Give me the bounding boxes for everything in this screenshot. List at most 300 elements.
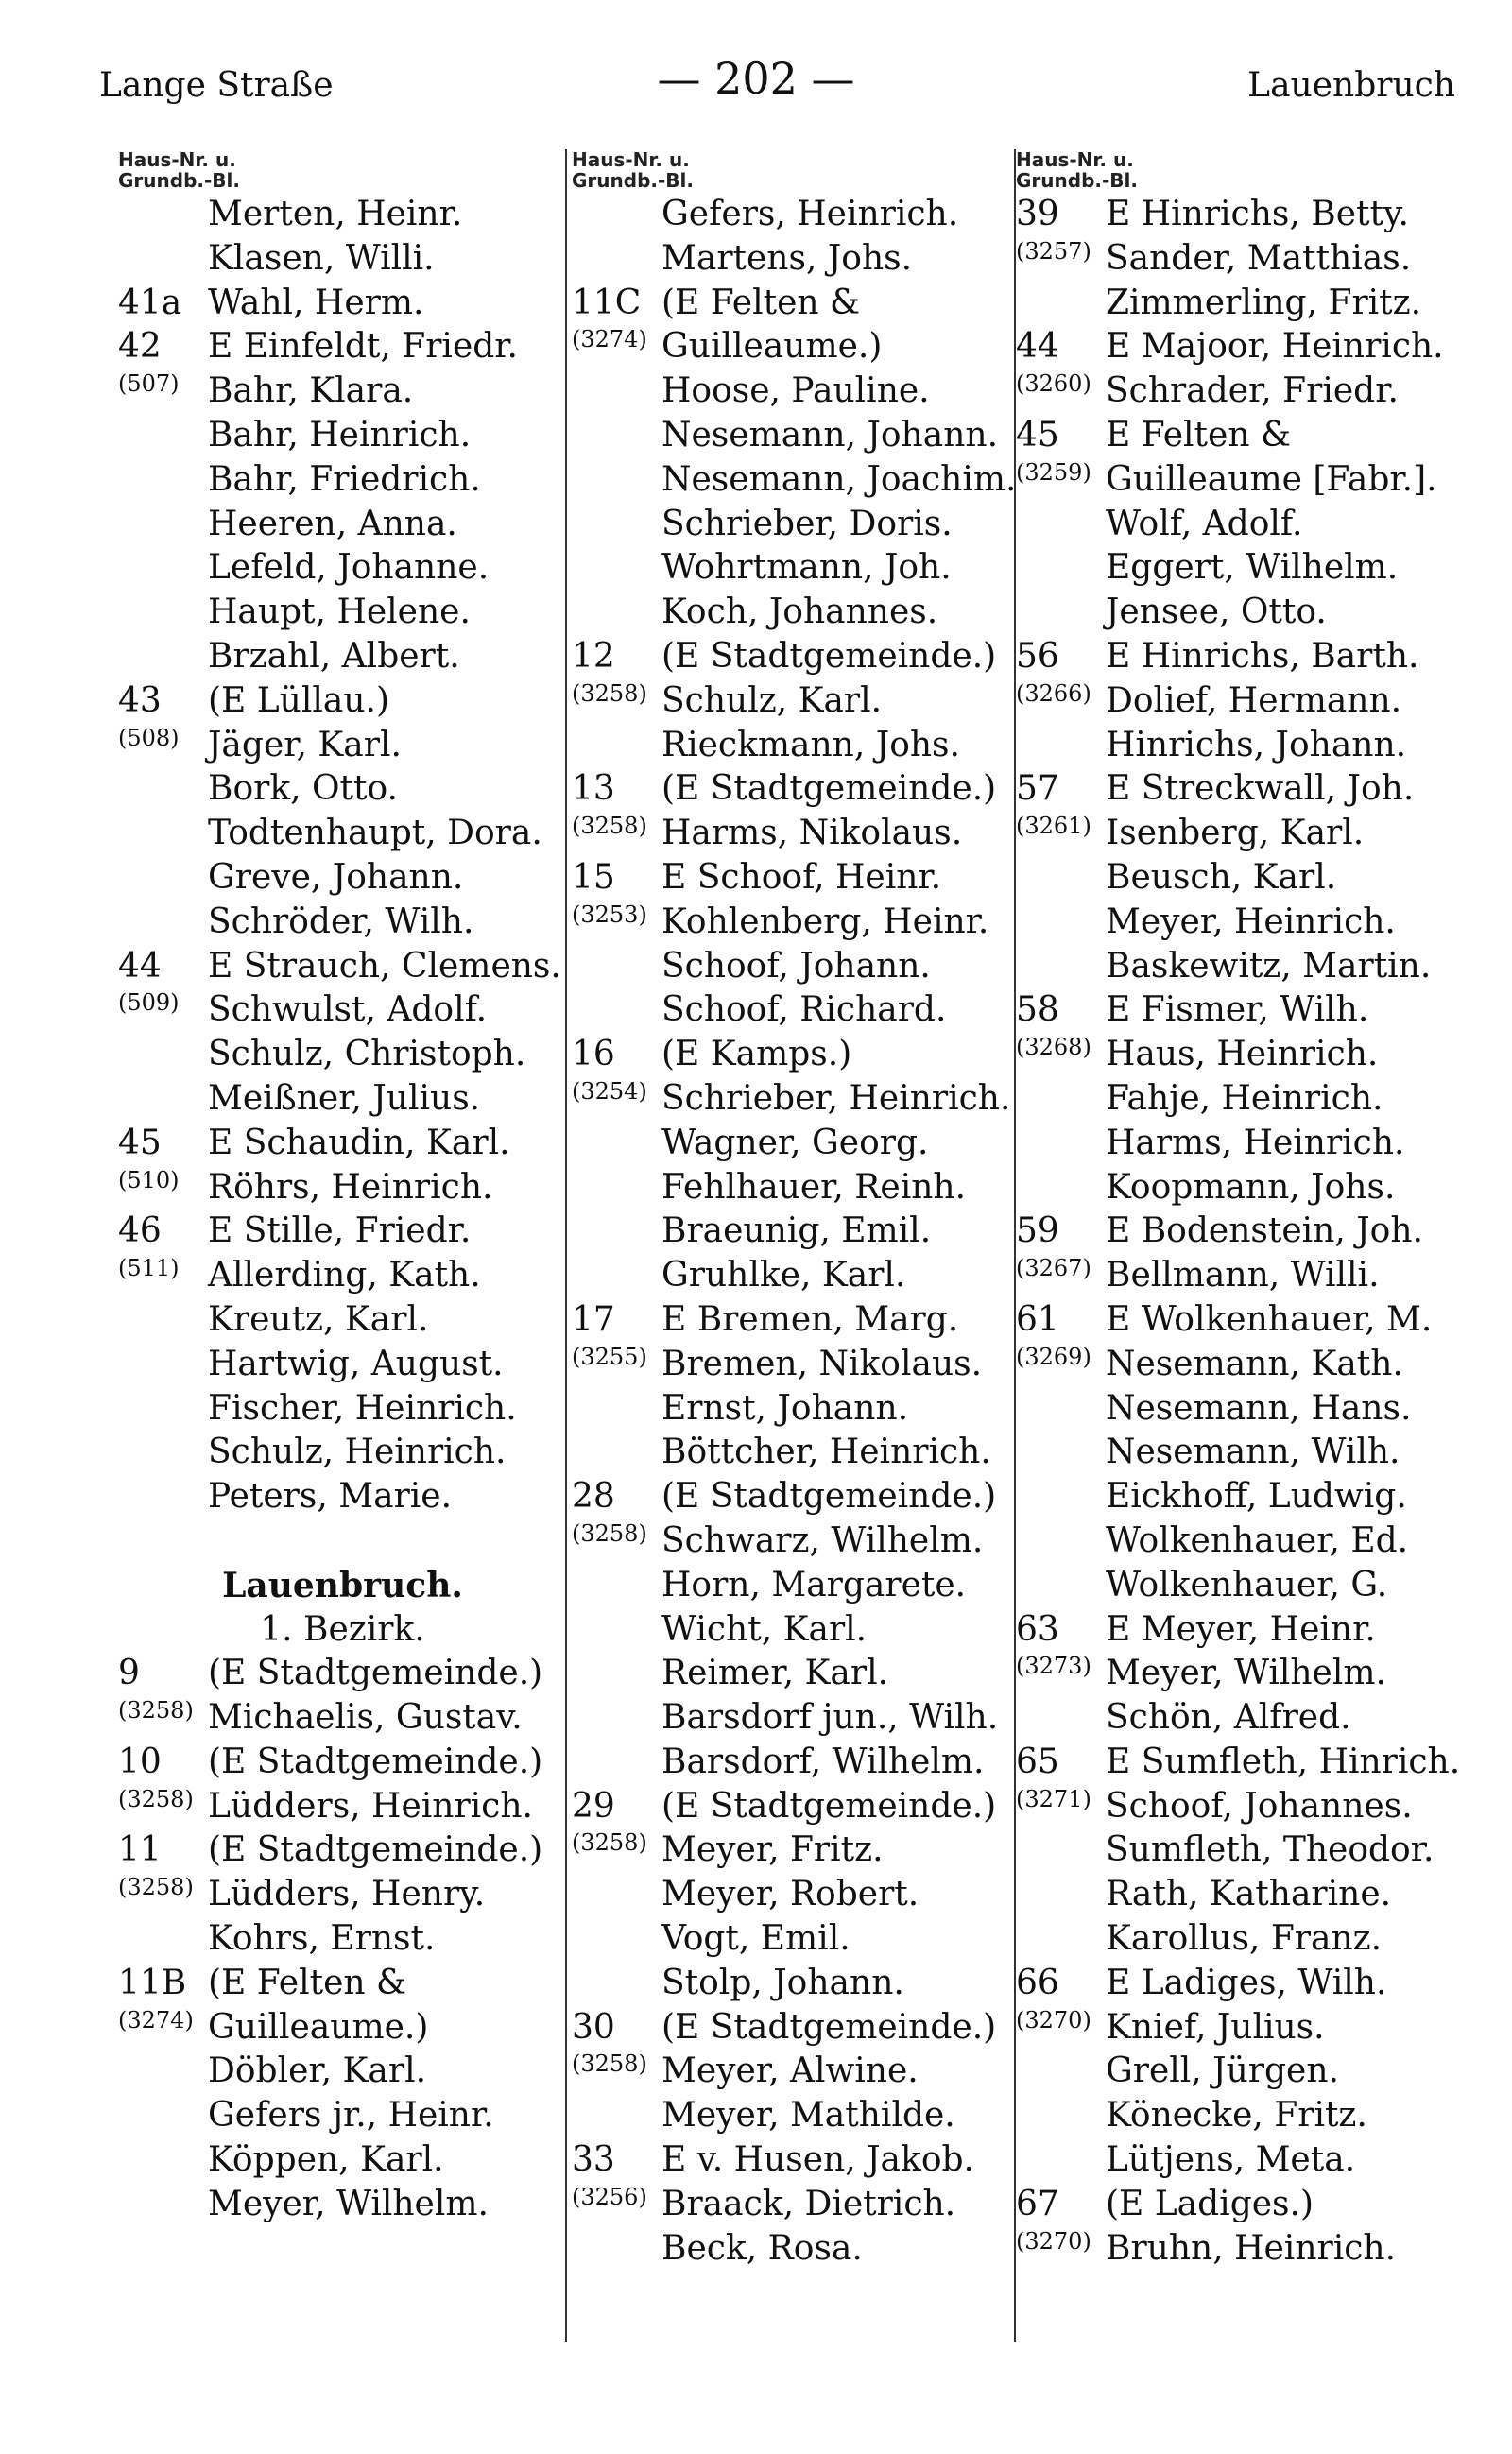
resident-name: Karollus, Franz. bbox=[1106, 1919, 1383, 1959]
resident-name: Wolkenhauer, Ed. bbox=[1106, 1520, 1409, 1560]
directory-entry bbox=[572, 1077, 1016, 1122]
resident-name: Allerding, Kath. bbox=[208, 1256, 481, 1296]
land-register-number: (509) bbox=[118, 989, 180, 1017]
resident-name: Lütjens, Meta. bbox=[1106, 2140, 1356, 2180]
resident-name: Beusch, Karl. bbox=[1106, 857, 1337, 897]
house-number: 16 bbox=[572, 1035, 615, 1074]
directory-entry bbox=[572, 1254, 1016, 1298]
house-number: 12 bbox=[572, 636, 615, 676]
resident-name: Fehlhauer, Reinh. bbox=[662, 1167, 967, 1207]
resident-name: (E Lüllau.) bbox=[208, 680, 390, 720]
resident-name: E Strauch, Clemens. bbox=[208, 946, 561, 986]
header-street: Lange Straße bbox=[99, 66, 334, 105]
house-number: 13 bbox=[572, 769, 615, 809]
directory-entry bbox=[1016, 2227, 1460, 2272]
resident-name: Sumfleth, Theodor. bbox=[1106, 1830, 1435, 1870]
directory-entry bbox=[118, 901, 567, 945]
resident-name: E Ladiges, Wilh. bbox=[1106, 1963, 1387, 2002]
land-register-number: (507) bbox=[118, 370, 180, 398]
page-header bbox=[0, 53, 1512, 123]
land-register-number: (3273) bbox=[1016, 1653, 1091, 1680]
resident-name: Braeunig, Emil. bbox=[662, 1211, 932, 1251]
resident-name: E Schoof, Heinr. bbox=[662, 857, 942, 897]
resident-name: E Hinrichs, Betty. bbox=[1106, 195, 1409, 233]
resident-name: Meyer, Wilhelm. bbox=[1106, 1654, 1386, 1693]
resident-name: Harms, Heinrich. bbox=[1106, 1123, 1405, 1162]
directory-entry bbox=[572, 1343, 1016, 1387]
resident-name: Nesemann, Joachim. bbox=[662, 459, 1016, 499]
house-number: 61 bbox=[1016, 1299, 1059, 1339]
directory-entry bbox=[572, 1873, 1016, 1917]
directory-entry bbox=[1016, 1254, 1460, 1298]
directory-entry bbox=[572, 503, 1016, 547]
directory-entry bbox=[1016, 458, 1460, 503]
directory-entry bbox=[1016, 591, 1460, 635]
house-number: 28 bbox=[572, 1477, 615, 1517]
land-register-number: (3257) bbox=[1016, 237, 1091, 265]
column-header-line2: Grundb.-Bl. bbox=[118, 169, 240, 192]
resident-name: E Majoor, Heinrich. bbox=[1106, 327, 1444, 367]
house-number: 44 bbox=[118, 946, 162, 986]
resident-name: (E Stadtgemeinde.) bbox=[208, 1654, 543, 1693]
resident-name: E Bodenstein, Joh. bbox=[1106, 1211, 1423, 1251]
resident-name: Schwulst, Adolf. bbox=[208, 990, 488, 1030]
resident-name: Schoof, Johannes. bbox=[1106, 1786, 1413, 1826]
directory-entry bbox=[118, 1033, 567, 1077]
directory-entry bbox=[572, 591, 1016, 635]
directory-entry bbox=[572, 1387, 1016, 1432]
directory-entry bbox=[118, 2006, 567, 2051]
resident-name: Reimer, Karl. bbox=[662, 1654, 889, 1693]
directory-entry bbox=[572, 369, 1016, 414]
directory-entry bbox=[572, 1741, 1016, 1785]
resident-name: Döbler, Karl. bbox=[208, 2051, 427, 2091]
resident-name: Kohrs, Ernst. bbox=[208, 1919, 436, 1959]
house-number: 15 bbox=[572, 857, 615, 897]
land-register-number: (3255) bbox=[572, 1343, 647, 1370]
land-register-number: (3268) bbox=[1016, 1034, 1091, 1061]
resident-name: Barsdorf, Wilhelm. bbox=[662, 1742, 985, 1781]
section-heading bbox=[118, 1608, 567, 1653]
land-register-number: (3270) bbox=[1016, 2006, 1091, 2034]
directory-entry bbox=[118, 988, 567, 1033]
resident-name: E Meyer, Heinr. bbox=[1106, 1609, 1376, 1649]
resident-name: Michaelis, Gustav. bbox=[208, 1698, 523, 1738]
directory-entry bbox=[572, 1652, 1016, 1696]
resident-name: Fahje, Heinrich. bbox=[1106, 1078, 1383, 1118]
directory-entry bbox=[118, 546, 567, 591]
column-header bbox=[1016, 149, 1460, 191]
directory-entry bbox=[572, 458, 1016, 503]
land-register-number: (3258) bbox=[118, 1874, 194, 1901]
resident-name: Merten, Heinr. bbox=[208, 195, 463, 233]
land-register-number: (3270) bbox=[1016, 2227, 1091, 2255]
land-register-number: (3253) bbox=[572, 901, 647, 928]
resident-name: Fischer, Heinrich. bbox=[208, 1388, 517, 1428]
resident-name: Ernst, Johann. bbox=[662, 1388, 909, 1428]
house-number: 65 bbox=[1016, 1742, 1059, 1781]
spacer bbox=[118, 1519, 567, 1564]
land-register-number: (508) bbox=[118, 724, 180, 751]
resident-name: Wicht, Karl. bbox=[662, 1609, 868, 1649]
column-2 bbox=[572, 149, 1016, 2360]
resident-name: E Einfeldt, Friedr. bbox=[208, 327, 518, 367]
resident-name: Wohrtmann, Joh. bbox=[662, 548, 952, 588]
resident-name: (E Felten & bbox=[208, 1963, 407, 2002]
column-header-line2: Grundb.-Bl. bbox=[572, 169, 694, 192]
resident-name: Martens, Johs. bbox=[662, 238, 913, 278]
header-district: Lauenbruch bbox=[1247, 66, 1455, 105]
resident-name: Braack, Dietrich. bbox=[662, 2184, 956, 2223]
resident-name: Meißner, Julius. bbox=[208, 1078, 481, 1118]
directory-entry bbox=[1016, 546, 1460, 591]
resident-name: Zimmerling, Fritz. bbox=[1106, 283, 1422, 322]
resident-name: (E Felten & bbox=[662, 283, 861, 322]
directory-entry bbox=[118, 237, 567, 282]
resident-name: Schulz, Christoph. bbox=[208, 1035, 526, 1074]
house-number: 59 bbox=[1016, 1211, 1059, 1251]
resident-name: Heeren, Anna. bbox=[208, 504, 457, 543]
resident-name: Bork, Otto. bbox=[208, 769, 398, 809]
house-number: 43 bbox=[118, 680, 162, 720]
resident-name: Greve, Johann. bbox=[208, 857, 464, 897]
resident-name: Bahr, Klara. bbox=[208, 371, 414, 411]
resident-name: Lauenbruch. bbox=[222, 1565, 463, 1605]
land-register-number: (511) bbox=[118, 1255, 180, 1282]
resident-name: Eickhoff, Ludwig. bbox=[1106, 1477, 1407, 1517]
section-heading bbox=[118, 1564, 567, 1608]
land-register-number: (3269) bbox=[1016, 1343, 1091, 1370]
resident-name: (E Stadtgemeinde.) bbox=[208, 1742, 543, 1781]
directory-entry bbox=[1016, 812, 1460, 856]
directory-entry bbox=[1016, 282, 1460, 326]
directory-entry bbox=[1016, 1475, 1460, 1519]
house-number: 42 bbox=[118, 327, 162, 367]
house-number: 67 bbox=[1016, 2184, 1059, 2223]
resident-name: Meyer, Alwine. bbox=[662, 2051, 919, 2091]
resident-name: Nesemann, Hans. bbox=[1106, 1388, 1412, 1428]
directory-entry bbox=[118, 193, 567, 237]
resident-name: Wolf, Adolf. bbox=[1106, 504, 1303, 543]
directory-entry bbox=[572, 945, 1016, 989]
house-number: 30 bbox=[572, 2007, 615, 2047]
resident-name: Schön, Alfred. bbox=[1106, 1698, 1351, 1738]
resident-name: Meyer, Mathilde. bbox=[662, 2096, 955, 2136]
resident-name: Schwarz, Wilhelm. bbox=[662, 1520, 984, 1560]
resident-name: Lüdders, Heinrich. bbox=[208, 1786, 533, 1826]
page-number: — 202 — bbox=[657, 53, 855, 104]
resident-name: Hartwig, August. bbox=[208, 1344, 504, 1383]
directory-entry bbox=[572, 1564, 1016, 1608]
house-number: 9 bbox=[118, 1654, 140, 1693]
resident-name: (E Stadtgemeinde.) bbox=[662, 1786, 997, 1826]
resident-name: Wagner, Georg. bbox=[662, 1123, 929, 1162]
resident-name: Dolief, Hermann. bbox=[1106, 680, 1402, 720]
directory-entry bbox=[1016, 1873, 1460, 1917]
directory-entry bbox=[572, 901, 1016, 945]
directory-entry bbox=[118, 1696, 567, 1741]
house-number: 11C bbox=[572, 283, 642, 322]
directory-entry bbox=[118, 635, 567, 679]
resident-name: Meyer, Robert. bbox=[662, 1875, 919, 1914]
resident-name: (E Stadtgemeinde.) bbox=[662, 636, 997, 676]
directory-entry bbox=[1016, 237, 1460, 282]
directory-entry bbox=[118, 1431, 567, 1475]
resident-name: Hinrichs, Johann. bbox=[1106, 725, 1407, 764]
land-register-number: (3258) bbox=[572, 1829, 647, 1857]
land-register-number: (3258) bbox=[572, 2051, 647, 2078]
resident-name: Lüdders, Henry. bbox=[208, 1875, 486, 1914]
directory-entry bbox=[118, 458, 567, 503]
directory-entry bbox=[572, 1962, 1016, 2006]
directory-entry bbox=[118, 1343, 567, 1387]
directory-entry bbox=[572, 193, 1016, 237]
resident-name: (E Kamps.) bbox=[662, 1035, 852, 1074]
house-number: 39 bbox=[1016, 195, 1059, 233]
resident-name: Bahr, Friedrich. bbox=[208, 459, 481, 499]
resident-name: Böttcher, Heinrich. bbox=[662, 1433, 991, 1472]
resident-name: Koch, Johannes. bbox=[662, 592, 938, 632]
resident-name: Kreutz, Karl. bbox=[208, 1299, 429, 1339]
resident-name: E Stille, Friedr. bbox=[208, 1211, 472, 1251]
resident-name: Haus, Heinrich. bbox=[1106, 1035, 1379, 1074]
house-number: 41a bbox=[118, 283, 182, 322]
directory-entry bbox=[118, 1077, 567, 1122]
directory-entry bbox=[1016, 2006, 1460, 2051]
resident-name: E Streckwall, Joh. bbox=[1106, 769, 1415, 809]
directory-entry bbox=[1016, 503, 1460, 547]
resident-name: Hoose, Pauline. bbox=[662, 371, 930, 411]
resident-name: Nesemann, Kath. bbox=[1106, 1344, 1403, 1383]
resident-name: Lefeld, Johanne. bbox=[208, 548, 490, 588]
resident-name: Rieckmann, Johs. bbox=[662, 725, 960, 764]
directory-entry bbox=[572, 679, 1016, 724]
directory-entry bbox=[572, 2183, 1016, 2227]
resident-name: Schoof, Richard. bbox=[662, 990, 947, 1030]
land-register-number: (510) bbox=[118, 1166, 180, 1193]
resident-name: Gefers jr., Heinr. bbox=[208, 2096, 494, 2136]
house-number: 11B bbox=[118, 1963, 187, 2002]
resident-name: Horn, Margarete. bbox=[662, 1565, 967, 1605]
resident-name: Brzahl, Albert. bbox=[208, 636, 460, 676]
directory-entry bbox=[1016, 679, 1460, 724]
resident-name: Nesemann, Wilh. bbox=[1106, 1433, 1400, 1472]
directory-entry bbox=[1016, 901, 1460, 945]
directory-entry bbox=[1016, 1033, 1460, 1077]
directory-entry bbox=[572, 1210, 1016, 1254]
directory-entry bbox=[118, 1254, 567, 1298]
column-header-line2: Grundb.-Bl. bbox=[1016, 169, 1138, 192]
directory-entry bbox=[1016, 1828, 1460, 1873]
house-number: 45 bbox=[1016, 415, 1059, 455]
resident-name: Schoof, Johann. bbox=[662, 946, 931, 986]
directory-entry bbox=[1016, 2050, 1460, 2094]
land-register-number: (3256) bbox=[572, 2183, 647, 2210]
directory-entry bbox=[1016, 1696, 1460, 1741]
column-header-line1: Haus-Nr. u. bbox=[572, 149, 690, 171]
resident-name: Gruhlke, Karl. bbox=[662, 1256, 906, 1296]
directory-entry bbox=[1016, 1166, 1460, 1210]
directory-entry bbox=[572, 1696, 1016, 1741]
directory-entry bbox=[1016, 2138, 1460, 2183]
resident-name: (E Stadtgemeinde.) bbox=[208, 1830, 543, 1870]
resident-name: Röhrs, Heinrich. bbox=[208, 1167, 493, 1207]
directory-entry bbox=[118, 1298, 567, 1343]
resident-name: (E Stadtgemeinde.) bbox=[662, 2007, 997, 2047]
house-number: 45 bbox=[118, 1123, 162, 1162]
resident-name: (E Stadtgemeinde.) bbox=[662, 1477, 997, 1517]
house-number: 11 bbox=[118, 1830, 162, 1870]
directory-entry bbox=[118, 1387, 567, 1432]
land-register-number: (3261) bbox=[1016, 813, 1091, 840]
column-1 bbox=[118, 149, 567, 2360]
resident-name: E Schaudin, Karl. bbox=[208, 1123, 510, 1162]
resident-name: Guilleaume.) bbox=[662, 327, 883, 367]
house-number: 66 bbox=[1016, 1963, 1059, 2002]
land-register-number: (3274) bbox=[118, 2006, 194, 2034]
directory-entry bbox=[118, 1917, 567, 1962]
house-number: 57 bbox=[1016, 769, 1059, 809]
resident-name: Bremen, Nikolaus. bbox=[662, 1344, 983, 1383]
resident-name: Schrieber, Doris. bbox=[662, 504, 953, 543]
resident-name: Beck, Rosa. bbox=[662, 2228, 863, 2268]
directory-entry bbox=[118, 1785, 567, 1829]
directory-entry bbox=[1016, 2094, 1460, 2138]
resident-name: Wolkenhauer, G. bbox=[1106, 1565, 1388, 1605]
resident-name: E Felten & bbox=[1106, 415, 1291, 455]
directory-entry bbox=[572, 1431, 1016, 1475]
resident-name: Schrieber, Heinrich. bbox=[662, 1078, 1011, 1118]
directory-entry bbox=[1016, 1917, 1460, 1962]
resident-name: Meyer, Heinrich. bbox=[1106, 901, 1396, 941]
resident-name: Jäger, Karl. bbox=[208, 725, 402, 764]
house-number: 56 bbox=[1016, 636, 1059, 676]
resident-name: E Sumfleth, Hinrich. bbox=[1106, 1742, 1460, 1781]
directory-entry bbox=[1016, 856, 1460, 901]
directory-entry bbox=[118, 724, 567, 768]
directory-entry bbox=[572, 2050, 1016, 2094]
directory-entry bbox=[1016, 1343, 1460, 1387]
resident-name: E Bremen, Marg. bbox=[662, 1299, 959, 1339]
land-register-number: (3271) bbox=[1016, 1785, 1091, 1812]
directory-entry bbox=[1016, 1122, 1460, 1166]
house-number: 46 bbox=[118, 1211, 162, 1251]
house-number: 44 bbox=[1016, 327, 1059, 367]
directory-entry bbox=[572, 546, 1016, 591]
column-3 bbox=[1016, 149, 1460, 2360]
land-register-number: (3274) bbox=[572, 326, 647, 353]
resident-name: Jensee, Otto. bbox=[1106, 592, 1327, 632]
resident-name: Knief, Julius. bbox=[1106, 2007, 1325, 2047]
directory-entry bbox=[1016, 1431, 1460, 1475]
directory-entry bbox=[118, 2138, 567, 2183]
land-register-number: (3267) bbox=[1016, 1255, 1091, 1282]
directory-entry bbox=[118, 767, 567, 812]
directory-entry bbox=[1016, 1785, 1460, 1829]
house-number: 33 bbox=[572, 2140, 615, 2180]
directory-entry bbox=[118, 282, 567, 326]
column-header bbox=[572, 149, 1016, 191]
directory-entry bbox=[572, 1122, 1016, 1166]
resident-name: Meyer, Wilhelm. bbox=[208, 2184, 489, 2223]
house-number: 58 bbox=[1016, 990, 1059, 1030]
land-register-number: (3260) bbox=[1016, 370, 1091, 398]
resident-name: Eggert, Wilhelm. bbox=[1106, 548, 1399, 588]
resident-name: Bahr, Heinrich. bbox=[208, 415, 472, 455]
resident-name: Guilleaume [Fabr.]. bbox=[1106, 459, 1437, 499]
resident-name: Baskewitz, Martin. bbox=[1106, 946, 1432, 986]
house-number: 17 bbox=[572, 1299, 615, 1339]
directory-entry bbox=[118, 2050, 567, 2094]
directory-entry bbox=[572, 325, 1016, 369]
resident-name: Gefers, Heinrich. bbox=[662, 195, 959, 233]
directory-entry bbox=[118, 856, 567, 901]
directory-entry bbox=[1016, 369, 1460, 414]
directory-entry bbox=[1016, 945, 1460, 989]
house-number: 63 bbox=[1016, 1609, 1059, 1649]
resident-name: Nesemann, Johann. bbox=[662, 415, 999, 455]
resident-name: Könecke, Fritz. bbox=[1106, 2096, 1367, 2136]
land-register-number: (3258) bbox=[118, 1697, 194, 1725]
resident-name: E v. Husen, Jakob. bbox=[662, 2140, 974, 2180]
directory-entry bbox=[572, 1166, 1016, 1210]
column-header bbox=[118, 149, 567, 191]
resident-name: Schulz, Heinrich. bbox=[208, 1433, 507, 1472]
land-register-number: (3258) bbox=[572, 1519, 647, 1547]
directory-entry bbox=[118, 1873, 567, 1917]
directory-entry bbox=[118, 414, 567, 458]
resident-name: Kohlenberg, Heinr. bbox=[662, 901, 989, 941]
directory-entry bbox=[572, 2094, 1016, 2138]
directory-entry bbox=[118, 369, 567, 414]
directory-entry bbox=[118, 812, 567, 856]
directory-entry bbox=[572, 414, 1016, 458]
directory-entry bbox=[572, 237, 1016, 282]
land-register-number: (3258) bbox=[572, 813, 647, 840]
resident-name: Harms, Nikolaus. bbox=[662, 814, 963, 853]
resident-name: Koopmann, Johs. bbox=[1106, 1167, 1396, 1207]
directory-entry bbox=[118, 591, 567, 635]
directory-entry bbox=[1016, 1564, 1460, 1608]
directory-entry bbox=[572, 1608, 1016, 1653]
resident-name: E Fismer, Wilh. bbox=[1106, 990, 1369, 1030]
directory-entry bbox=[572, 812, 1016, 856]
directory-entry bbox=[118, 1166, 567, 1210]
directory-entry bbox=[118, 503, 567, 547]
directory-entry bbox=[1016, 1387, 1460, 1432]
directory-entry bbox=[572, 2227, 1016, 2272]
resident-name: Guilleaume.) bbox=[208, 2007, 429, 2047]
resident-name: Meyer, Fritz. bbox=[662, 1830, 884, 1870]
resident-name: E Wolkenhauer, M. bbox=[1106, 1299, 1433, 1339]
resident-name: Isenberg, Karl. bbox=[1106, 814, 1365, 853]
directory-entry bbox=[572, 1917, 1016, 1962]
resident-name: E Hinrichs, Barth. bbox=[1106, 636, 1419, 676]
directory-entry bbox=[1016, 1077, 1460, 1122]
resident-name: Bellmann, Willi. bbox=[1106, 1256, 1380, 1296]
resident-name: Peters, Marie. bbox=[208, 1477, 453, 1517]
land-register-number: (3266) bbox=[1016, 679, 1091, 707]
land-register-number: (3254) bbox=[572, 1077, 647, 1105]
land-register-number: (3259) bbox=[1016, 458, 1091, 486]
resident-name: Schrader, Friedr. bbox=[1106, 371, 1399, 411]
land-register-number: (3258) bbox=[118, 1785, 194, 1812]
resident-name: Klasen, Willi. bbox=[208, 238, 435, 278]
directory-entry bbox=[118, 2094, 567, 2138]
directory-entry bbox=[572, 988, 1016, 1033]
resident-name: Stolp, Johann. bbox=[662, 1963, 904, 2002]
directory-entry bbox=[1016, 1652, 1460, 1696]
